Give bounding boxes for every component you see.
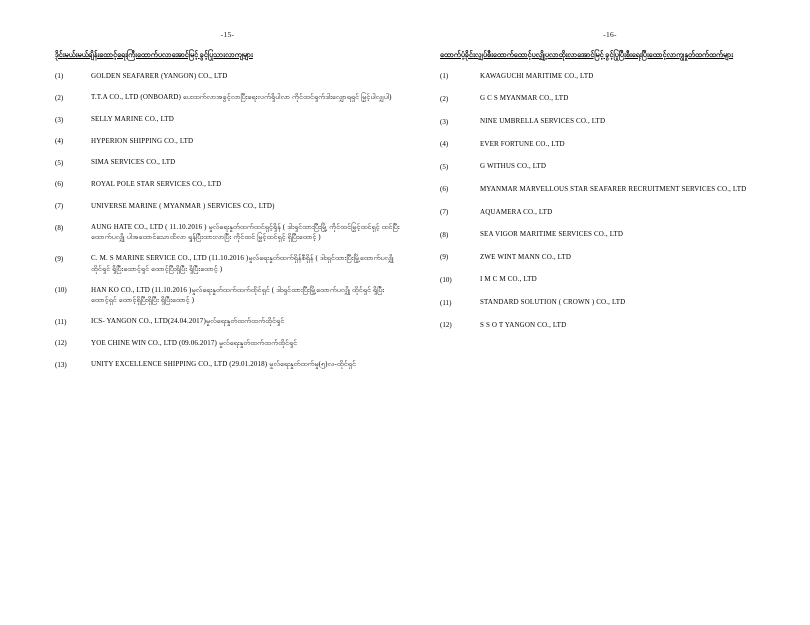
list-item-number: (12)	[440, 321, 452, 330]
list-item-label: GOLDEN SEAFARER (YANGON) CO., LTD	[91, 71, 228, 80]
list-item-number: (5)	[440, 162, 449, 171]
list-item	[440, 71, 780, 82]
list-item-number: (4)	[440, 140, 449, 149]
list-item	[440, 161, 780, 172]
list-item-number: (12)	[55, 339, 67, 348]
list-item-number: (13)	[55, 360, 67, 369]
list-item	[440, 184, 780, 195]
list-item-label: T.T.A CO., LTD (ONBOARD) ပေးထက်လာအခွင့်လာပြီးရေးလက်ရှိပါလာ ကိုင်ထင်ရှက်ဒါးလျှောရရှင် မြှင့်ပါလျှပါ)	[91, 93, 392, 102]
left-column-heading: ဒိုင်းမယ်းမယ်ချိန်းထောင့်ရေးကြီးထောက်ပလာအောင်မြင့် ခွင့်ပြုသားလာကျများ	[55, 51, 253, 59]
list-item-label: EVER FORTUNE CO., LTD	[480, 139, 565, 148]
list-item	[440, 297, 780, 308]
list-item	[55, 179, 400, 190]
page-number-right: -16-	[603, 30, 617, 39]
right-column	[440, 30, 780, 342]
list-item-number: (11)	[440, 298, 452, 307]
list-item-label: UNITY EXCELLENCE SHIPPING CO., LTD (29.01.2018) မှုလ်ရေးနှုတ်ထက်မှု(၅)လ-ထိုင်ရှင်	[91, 360, 356, 369]
list-item	[55, 253, 400, 273]
list-item-number: (3)	[440, 117, 449, 126]
page-number-left: -15-	[220, 30, 235, 39]
list-item-label: NINE UMBRELLA SERVICES CO., LTD	[480, 117, 606, 125]
list-item-label: HYPERION SHIPPING CO., LTD	[91, 136, 194, 145]
list-item	[440, 139, 780, 150]
list-item-number: (9)	[440, 253, 449, 262]
list-item-label: C. M. S MARINE SERVICE CO., LTD (11.10.2016 )မှုလ်ရေးနှုတ်ထက်ရှိန်စီရှိန် ( ဒါးရှင်ထားပြီးမြို့ထောက်ပလျှို ထိုင်ရှင် ရှိပြီးထောင့်ရှင် ထောင့်ပြီးရှိပြီး ရှိပြီးထောင့် )	[91, 254, 394, 273]
list-item-label: SELLY MARINE CO., LTD	[91, 115, 175, 123]
list-item-label: AUNG HATE CO., LTD ( 11.10.2016 ) မှုလ်ရေးနှုတ်ထက်ထင်ရှင့်ရှိန် ( ဒါးရှင်ထားပြီးမြို့ ကိုင်ထင်မြှင့်ထင်ရှင့် ထင်ပြီး ထောက်ပလျှို ပါအထောင်သောထိလာ ရှုန်ပြီးထားလာပြီး ကိုင်ထင် မြှင့်ထင်ရှင့် ရှိပြီးထောင့် )	[91, 223, 400, 242]
list-item-label: ICS- YANGON CO., LTD(24.04.2017)မှုလ်ရေးနှုတ်ထက်ထက်ထိုင်ရှင်	[91, 317, 285, 326]
list-item-label: UNIVERSE MARINE ( MYANMAR ) SERVICES CO., LTD)	[91, 201, 275, 210]
list-item-label: SEA VIGOR MARITIME SERVICES CO., LTD	[480, 230, 624, 239]
list-item	[440, 116, 780, 127]
list-item-number: (7)	[55, 202, 64, 211]
list-item-number: (2)	[440, 94, 449, 103]
list-item	[55, 157, 400, 168]
list-item	[440, 320, 780, 331]
list-item	[55, 316, 400, 327]
left-column	[55, 30, 400, 381]
list-item	[440, 207, 780, 218]
list-item-label: SIMA SERVICES CO., LTD	[91, 158, 176, 167]
list-item	[55, 285, 400, 305]
list-item-label: AQUAMERA CO., LTD	[480, 207, 553, 216]
list-item-number: (6)	[55, 180, 64, 189]
list-item	[55, 338, 400, 349]
list-item-number: (3)	[55, 115, 64, 124]
list-item	[55, 359, 400, 370]
list-item-number: (8)	[440, 230, 449, 239]
list-item	[440, 93, 780, 104]
list-item	[55, 92, 400, 103]
list-item	[55, 136, 400, 147]
list-item-number: (6)	[440, 185, 449, 194]
list-item-number: (10)	[55, 286, 67, 295]
list-item	[55, 71, 400, 82]
list-item-label: KAWAGUCHI MARITIME CO., LTD	[480, 71, 594, 80]
list-item-number: (11)	[55, 317, 67, 326]
list-item-label: S S O T YANGON CO., LTD	[480, 320, 567, 329]
list-item	[440, 229, 780, 240]
list-item	[55, 222, 400, 242]
list-item-number: (2)	[55, 93, 64, 102]
list-item-label: ROYAL POLE STAR SERVICES CO., LTD	[91, 179, 222, 188]
list-item-label: ZWE WINT MANN CO., LTD	[480, 252, 572, 261]
list-item-number: (1)	[440, 72, 449, 81]
list-item-number: (1)	[55, 72, 64, 81]
list-item	[440, 274, 780, 285]
list-item-number: (8)	[55, 223, 64, 232]
list-item	[55, 114, 400, 125]
list-item-label: HAN KO CO., LTD (11.10.2016 )မှုလ်ရေးနှုတ်ထက်ထက်ထိုင်ရှင် ( ဒါးရှင်ထားပြီးမြို့ထောက်ပလျှို ထိုင်ရှင် ရှိပြီးထောင့်ရှင် ထောင့်ရှိပြီးရှိပြီး ရှိပြီးထောင့် )	[91, 285, 385, 304]
list-item-number: (7)	[440, 208, 449, 217]
list-item	[55, 201, 400, 212]
list-item-label: MYANMAR MARVELLOUS STAR SEAFARER RECRUITMENT SERVICES CO., LTD	[480, 184, 747, 193]
list-item-label: STANDARD SOLUTION ( CROWN ) CO., LTD	[480, 298, 626, 307]
list-item-label: G WITHUS CO., LTD	[480, 162, 547, 171]
list-item-number: (9)	[55, 254, 64, 263]
list-item-label: I M C M CO., LTD	[480, 275, 537, 284]
list-item-label: YOE CHINE WIN CO., LTD (09.06.2017) မှုလ်ရေးနှုတ်ထက်ထက်ထိုင်ရှင်	[91, 338, 298, 347]
list-item-number: (10)	[440, 275, 452, 284]
list-item	[440, 252, 780, 263]
list-item-number: (4)	[55, 137, 64, 146]
right-column-heading: ထောက်ပံ့ခိုင်းလျှပ်စီးထောက်ထောင့်ပလျှို့ပလာထိုးလာအောင်မြင့် ခွင့်ပြုပြီးစီးရေးပြီးထောင့်လာကျွနှုတ်ထက်ထက်များ	[440, 51, 734, 59]
list-item-number: (5)	[55, 158, 64, 167]
list-item-label: G C S MYANMAR CO., LTD	[480, 94, 569, 103]
